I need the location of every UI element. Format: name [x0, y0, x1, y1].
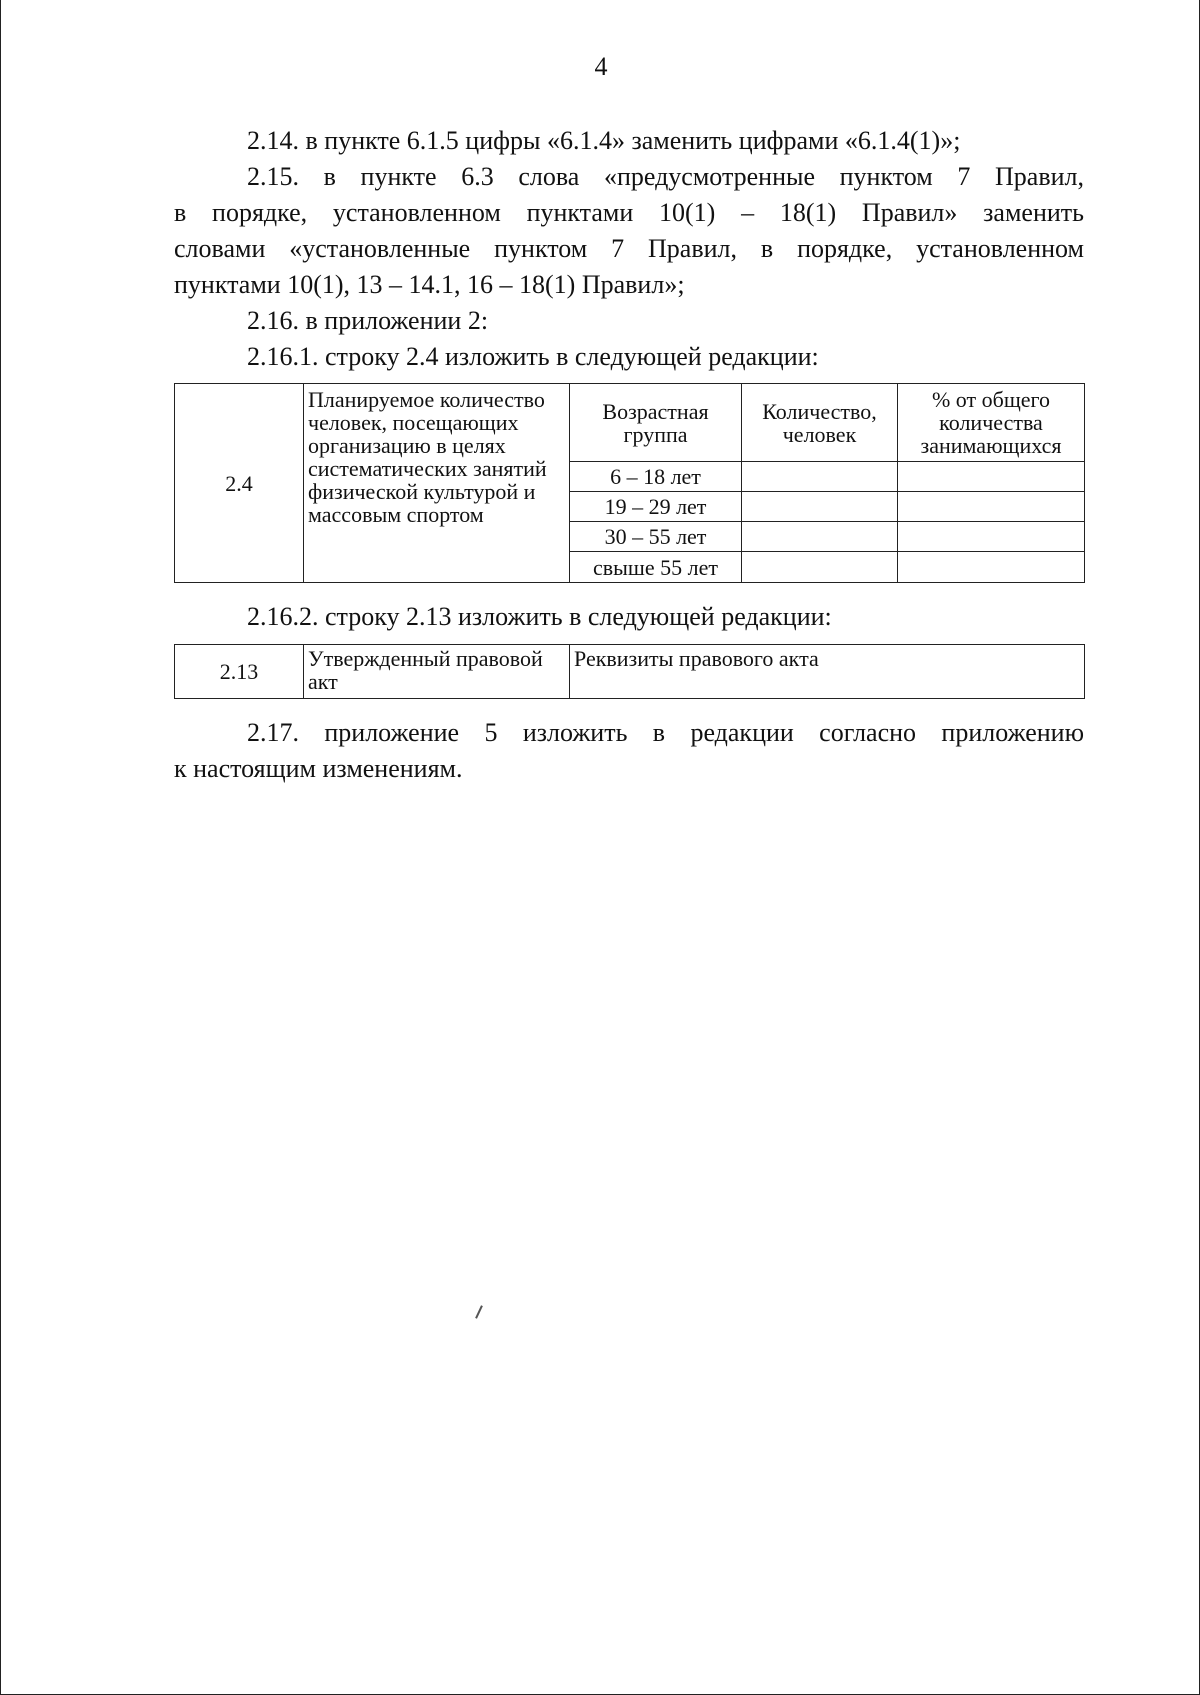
paragraph-2-14: 2.14. в пункте 6.1.5 цифры «6.1.4» заменить цифрами «6.1.4(1)»; — [247, 126, 961, 155]
age-group-cell: 30 – 55 лет — [570, 522, 742, 552]
table-row-2-4 — [174, 383, 1085, 583]
count-cell — [742, 522, 898, 552]
paragraph-2-15-line-2: в порядке, установленном пунктами 10(1) – 18(1) Правил» заменить — [174, 198, 1084, 227]
paragraph-2-16: 2.16. в приложении 2: — [247, 306, 489, 335]
paragraph-2-16-2: 2.16.2. строку 2.13 изложить в следующей редакции: — [247, 602, 832, 631]
paragraph-2-15-line-1: 2.15. в пункте 6.3 слова «предусмотренные пунктом 7 Правил, — [247, 162, 1084, 191]
age-group-cell: 19 – 29 лет — [570, 492, 742, 522]
scan-mark — [475, 1305, 483, 1319]
table-row-2-13 — [174, 644, 1085, 699]
paragraph-2-15-line-3: словами «установленные пунктом 7 Правил, в порядке, установленном — [174, 234, 1084, 263]
row-number-cell: 2.4 — [175, 384, 304, 583]
percent-cell — [898, 522, 1085, 552]
page-number: 4 — [594, 52, 608, 81]
count-cell — [742, 462, 898, 492]
header-percent: % от общего количества занимающихся — [898, 384, 1085, 462]
count-cell — [742, 552, 898, 583]
description-cell: Планируемое количество человек, посещающих организацию в целях систематических занятий физической культурой и массовым спортом — [304, 384, 570, 583]
paragraph-2-17-line-1: 2.17. приложение 5 изложить в редакции согласно приложению — [247, 718, 1084, 747]
percent-cell — [898, 462, 1085, 492]
paragraph-2-16-1: 2.16.1. строку 2.4 изложить в следующей редакции: — [247, 342, 819, 371]
percent-cell — [898, 552, 1085, 583]
paragraph-2-15-line-4: пунктами 10(1), 13 – 14.1, 16 – 18(1) Правил»; — [174, 270, 685, 299]
header-count: Количество, человек — [742, 384, 898, 462]
paragraph-2-17-line-2: к настоящим изменениям. — [174, 754, 463, 783]
percent-cell — [898, 492, 1085, 522]
description-cell: Утвержденный правовой акт — [304, 645, 570, 699]
age-group-cell: 6 – 18 лет — [570, 462, 742, 492]
value-cell: Реквизиты правового акта — [570, 645, 1085, 699]
count-cell — [742, 492, 898, 522]
header-age-group: Возрастная группа — [570, 384, 742, 462]
row-number-cell: 2.13 — [175, 645, 304, 699]
age-group-cell: свыше 55 лет — [570, 552, 742, 583]
